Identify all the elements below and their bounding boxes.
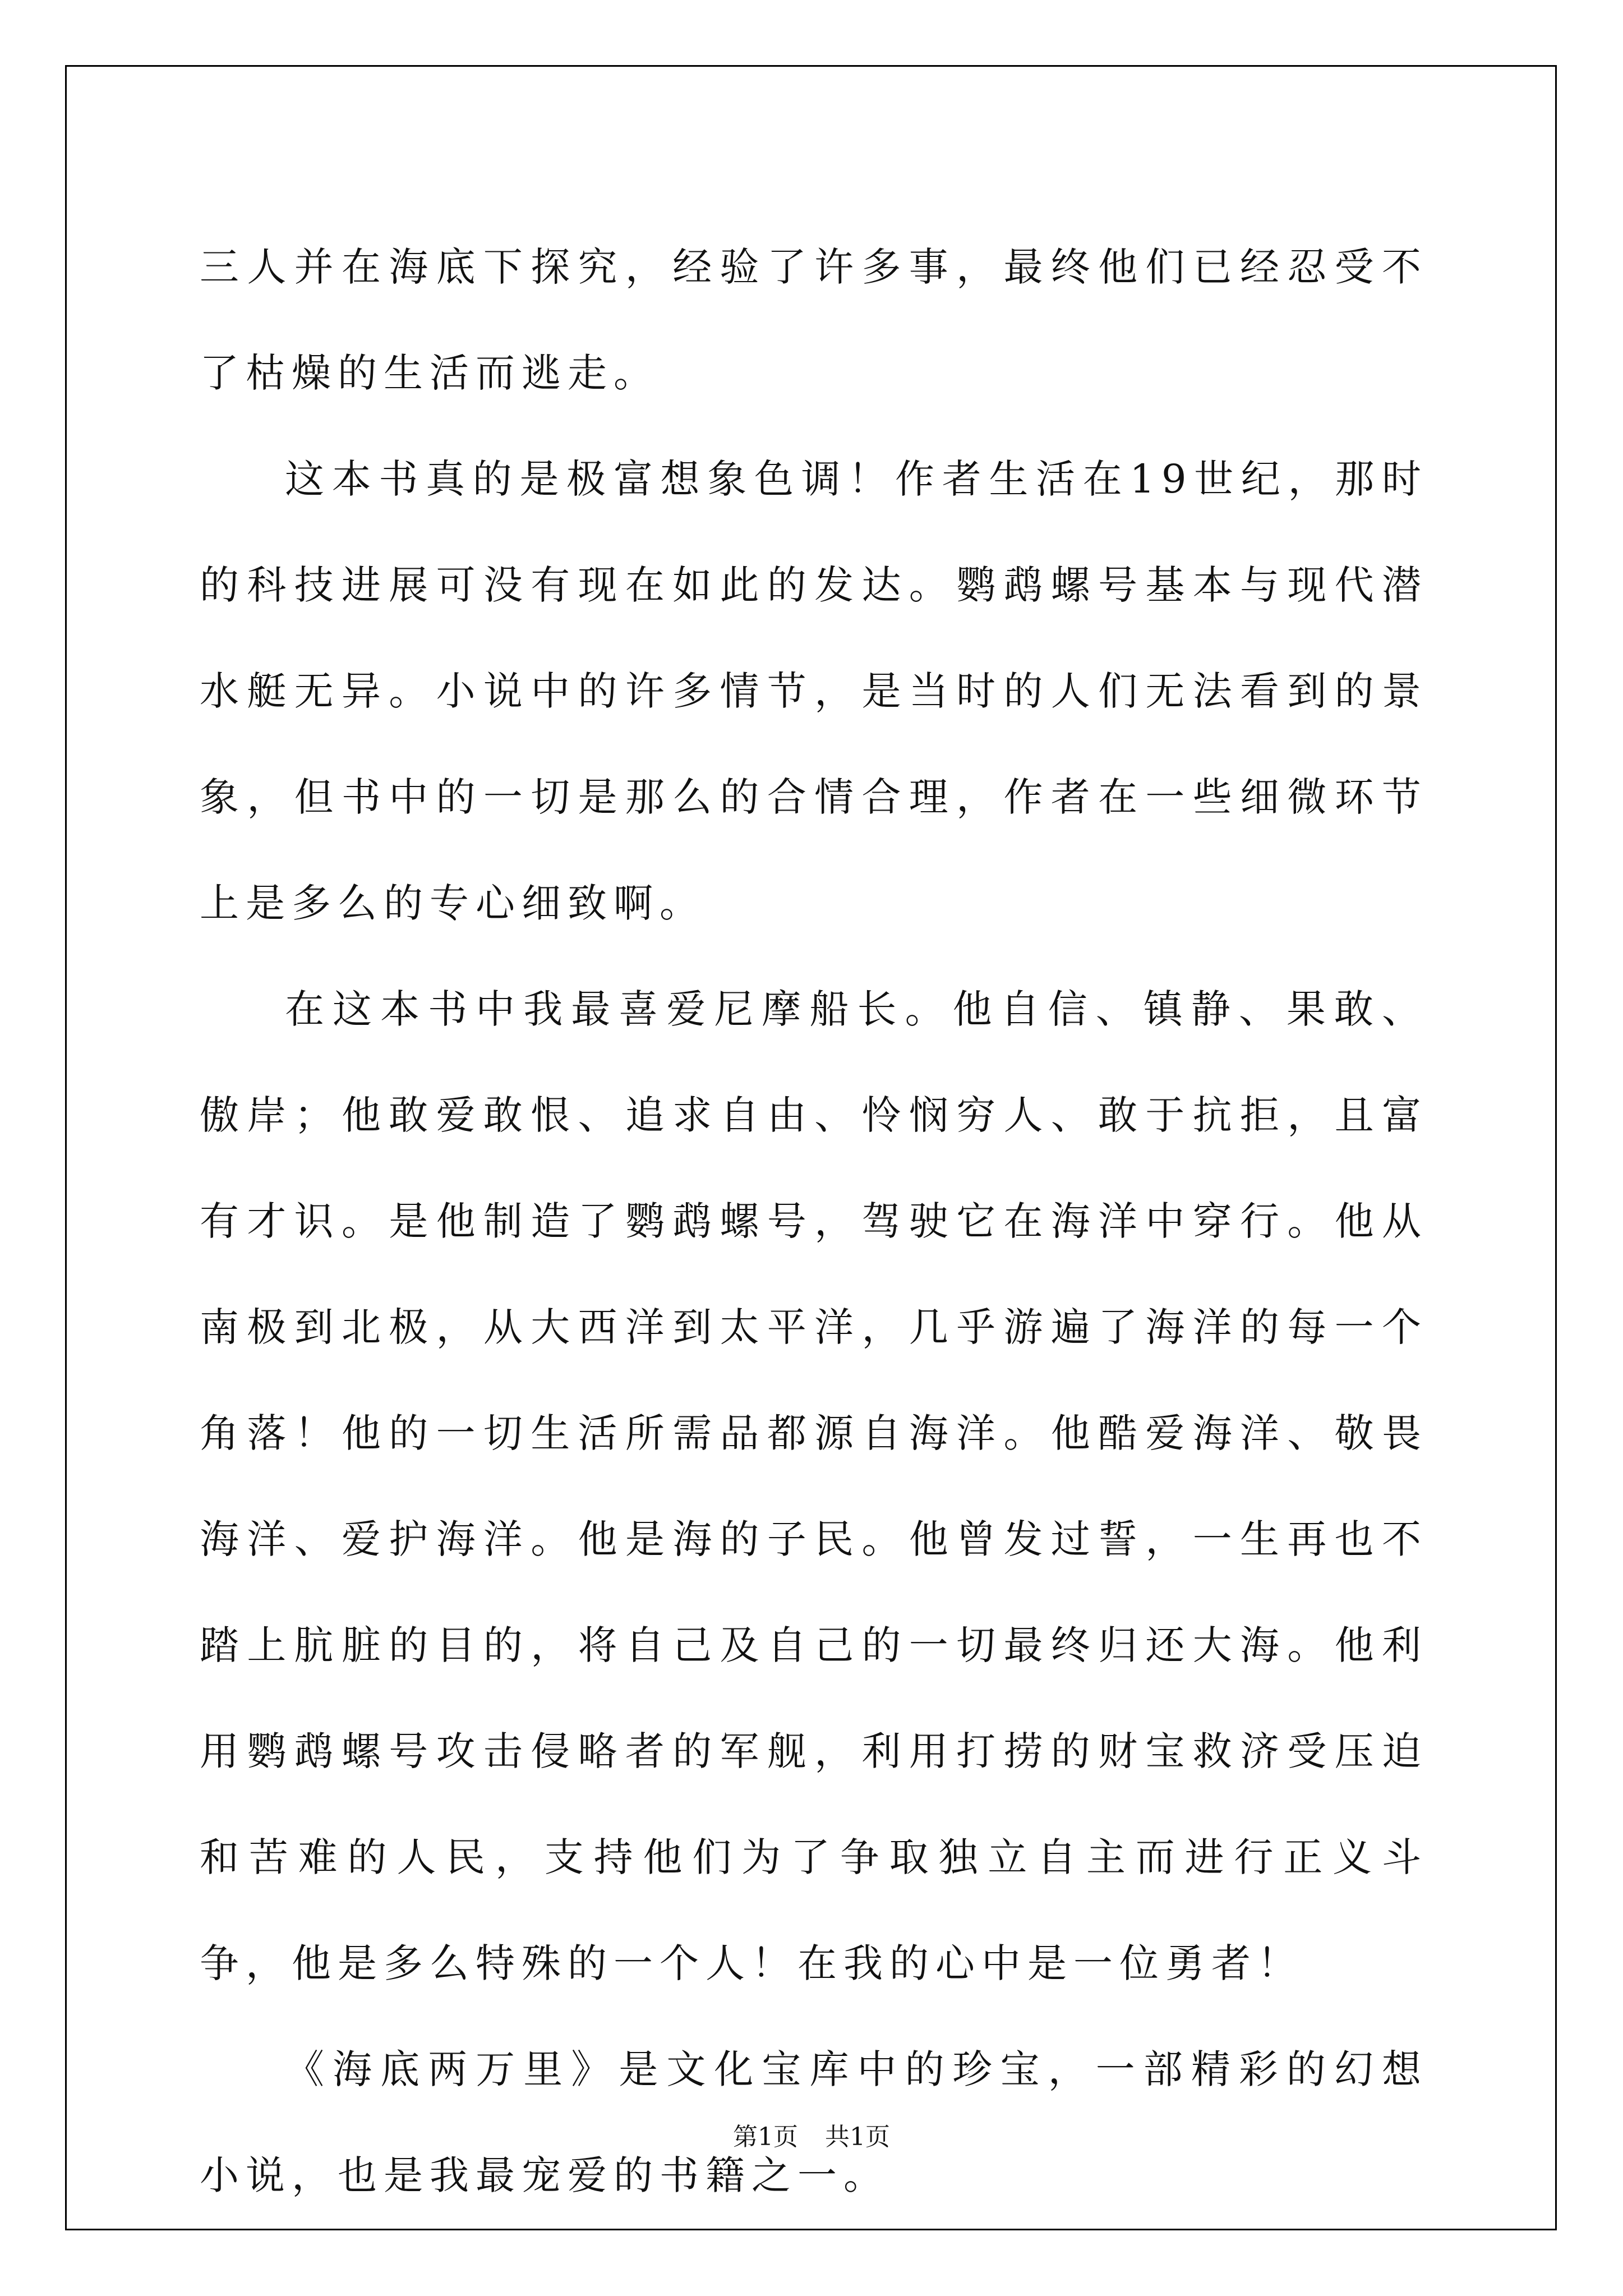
document-body	[200, 214, 1428, 2229]
paragraph-imagination: 这本书真的是极富想象色调！作者生活在19世纪，那时的科技进展可没有现在如此的发达。鹦鹉螺号基本与现代潜水艇无异。小说中的许多情节，是当时的人们无法看到的景象，但书中的一切是那么的合情合理，作者在一些细微环节上是多么的专心细致啊。	[200, 456, 1428, 926]
page-number-total: 共1页	[825, 2123, 890, 2151]
paragraph-continuation: 三人并在海底下探究，经验了许多事，最终他们已经忍受不了枯燥的生活而逃走。	[200, 244, 1428, 396]
page-footer	[0, 2120, 1623, 2154]
page-number-current: 第1页	[733, 2123, 798, 2151]
paragraph-conclusion: 《海底两万里》是文化宝库中的珍宝，一部精彩的幻想小说，也是我最宠爱的书籍之一。	[200, 2046, 1428, 2198]
paragraph-captain-nemo: 在这本书中我最喜爱尼摩船长。他自信、镇静、果敢、傲岸；他敢爱敢恨、追求自由、怜悯穷人、敢于抗拒，且富有才识。是他制造了鹦鹉螺号，驾驶它在海洋中穿行。他从南极到北极，从大西洋到太平洋，几乎游遍了海洋的每一个角落！他的一切生活所需品都源自海洋。他酷爱海洋、敬畏海洋、爱护海洋。他是海的子民。他曾发过誓，一生再也不踏上肮脏的目的，将自己及自己的一切最终归还大海。他利用鹦鹉螺号攻击侵略者的军舰，利用打捞的财宝救济受压迫和苦难的人民，支持他们为了争取独立自主而进行正义斗争，他是多么特殊的一个人！在我的心中是一位勇者！	[200, 986, 1428, 1986]
